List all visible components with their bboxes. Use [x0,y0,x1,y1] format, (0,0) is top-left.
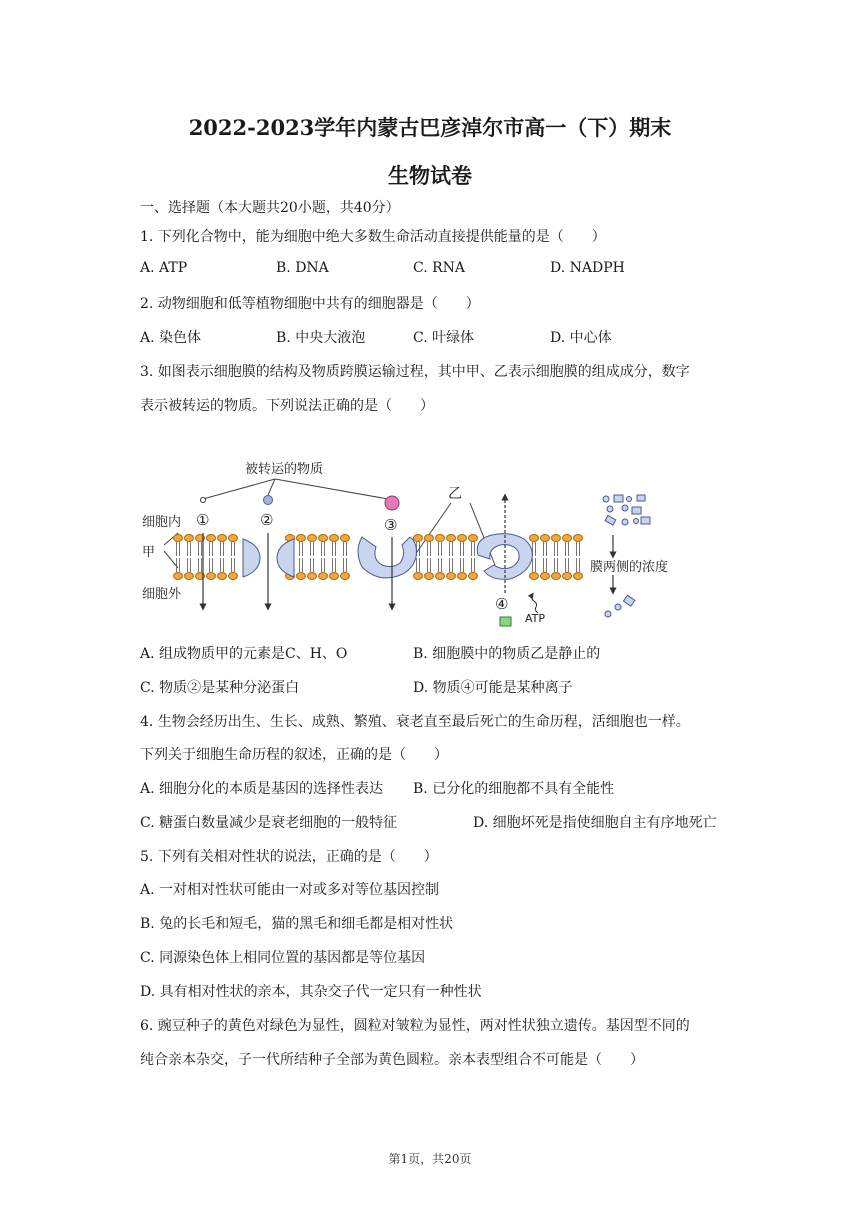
jia-label: 甲 [142,545,156,560]
question-1-stem: 1. 下列化合物中，能为细胞中绝大多数生命活动直接提供能量的是（ ） [140,229,606,245]
high-concentration-cluster [603,495,650,525]
phospholipid-head [469,573,478,580]
question-3-option-b: B. 细胞膜中的物质乙是静止的 [413,646,601,662]
channel-protein-left [243,539,260,577]
phospholipid-head [319,535,328,542]
phospholipid-head [414,573,423,580]
transported-substance-label: 被转运的物质 [245,462,324,477]
section-heading: 一、选择题（本大题共20小题，共40分） [140,200,400,216]
question-4-option-a: A. 细胞分化的本质是基因的选择性表达 [140,781,384,797]
phospholipid-head [229,535,238,542]
substance-3 [385,496,399,510]
question-3-option-a: A. 组成物质甲的元素是C、H、O [140,646,348,662]
question-6-stem-line-2: 纯合亲本杂交，子一代所结种子全部为黄色圆粒。亲本表型组合不可能是（ ） [140,1052,644,1068]
phospholipid-head [458,535,467,542]
question-5-option-a: A. 一对相对性状可能由一对或多对等位基因控制 [140,882,440,898]
phospholipid-head [297,535,306,542]
question-3-option-d: D. 物质④可能是某种离子 [413,680,573,696]
question-2-option-b: B. 中央大液泡 [276,330,366,346]
atp-label: ATP [525,612,546,625]
substance-2 [264,496,273,505]
question-2-option-a: A. 染色体 [140,330,202,346]
phospholipid-head [436,573,445,580]
phospholipid-head [447,535,456,542]
question-5-stem: 5. 下列有关相对性状的说法，正确的是（ ） [140,849,438,865]
low-concentration-cluster [605,595,635,617]
phospholipid-head [563,573,572,580]
question-3-stem-line-2: 表示被转运的物质。下列说法正确的是（ ） [140,398,434,414]
phospholipid-head [229,573,238,580]
phospholipid-head [174,573,183,580]
phospholipid-head [341,535,350,542]
phospholipid-head [436,535,445,542]
phospholipid-head [308,573,317,580]
phospholipid-head [541,573,550,580]
label-circle-4: ④ [495,595,509,613]
phospholipid-head [563,535,572,542]
question-1-option-d: D. NADPH [550,260,625,276]
question-4-option-b: B. 已分化的细胞都不具有全能性 [413,781,615,797]
page-footer: 第1页，共20页 [388,1152,472,1166]
question-1-option-c: C. RNA [413,260,466,276]
question-4-option-d: D. 细胞坏死是指使细胞自主有序地死亡 [473,815,717,831]
phospholipid-head [574,573,583,580]
phospholipid-head [541,535,550,542]
concentration-label: 膜两侧的浓度 [590,560,669,575]
membrane-transport-figure [140,455,700,633]
phospholipid-head [185,573,194,580]
phospholipid-head [447,573,456,580]
cell-inside-label: 细胞内 [142,515,182,530]
phospholipid-head [207,535,216,542]
phospholipid-head [297,573,306,580]
phospholipid-head [218,535,227,542]
question-2-option-c: C. 叶绿体 [413,330,475,346]
phospholipid-head [330,535,339,542]
phospholipid-head [458,573,467,580]
question-5-option-d: D. 具有相对性状的亲本，其杂交子代一定只有一种性状 [140,984,482,1000]
phospholipid-head [574,535,583,542]
phospholipid-head [319,573,328,580]
label-circle-3: ③ [384,516,398,534]
substance-4 [500,617,511,626]
phospholipid-head [218,573,227,580]
phospholipid-head [552,535,561,542]
phospholipid-head [530,573,539,580]
channel-protein-right [277,539,294,577]
question-2-option-d: D. 中心体 [550,330,612,346]
phospholipid-head [185,535,194,542]
phospholipid-head [341,573,350,580]
phospholipid-head [469,535,478,542]
carrier-protein-1 [358,537,416,578]
question-2-stem: 2. 动物细胞和低等植物细胞中共有的细胞器是（ ） [140,296,480,312]
page-subtitle: 生物试卷 [388,163,472,188]
question-6-stem-line-1: 6. 豌豆种子的黄色对绿色为显性，圆粒对皱粒为显性，两对性状独立遗传。基因型不同的 [140,1018,690,1034]
question-3-stem-line-1: 3. 如图表示细胞膜的结构及物质跨膜运输过程，其中甲、乙表示细胞膜的组成成分，数字 [140,364,690,380]
phospholipid-head [330,573,339,580]
yi-label: 乙 [448,486,462,502]
page-title: 2022-2023学年内蒙古巴彦淖尔市高一（下）期末 [188,115,672,140]
substance-1 [201,498,206,503]
label-circle-2: ② [260,511,274,529]
phospholipid-head [308,535,317,542]
phospholipid-head [552,573,561,580]
question-1-option-b: B. DNA [276,260,329,276]
phospholipid-head [414,535,423,542]
question-5-option-c: C. 同源染色体上相同位置的基因都是等位基因 [140,950,426,966]
question-4-option-c: C. 糖蛋白数量减少是衰老细胞的一般特征 [140,815,398,831]
phospholipid-head [530,535,539,542]
phospholipid-head [425,535,434,542]
question-1-option-a: A. ATP [140,260,188,276]
question-5-option-b: B. 兔的长毛和短毛，猫的黑毛和细毛都是相对性状 [140,916,454,932]
phospholipid-head [174,535,183,542]
phospholipid-head [425,573,434,580]
question-4-stem-line-2: 下列关于细胞生命历程的叙述，正确的是（ ） [140,747,448,763]
question-3-option-c: C. 物质②是某种分泌蛋白 [140,680,300,696]
question-4-stem-line-1: 4. 生物会经历出生、生长、成熟、繁殖、衰老直至最后死亡的生命历程，活细胞也一样。 [140,714,690,730]
phospholipid-head [207,573,216,580]
cell-outside-label: 细胞外 [142,587,182,602]
label-circle-1: ① [196,511,210,529]
